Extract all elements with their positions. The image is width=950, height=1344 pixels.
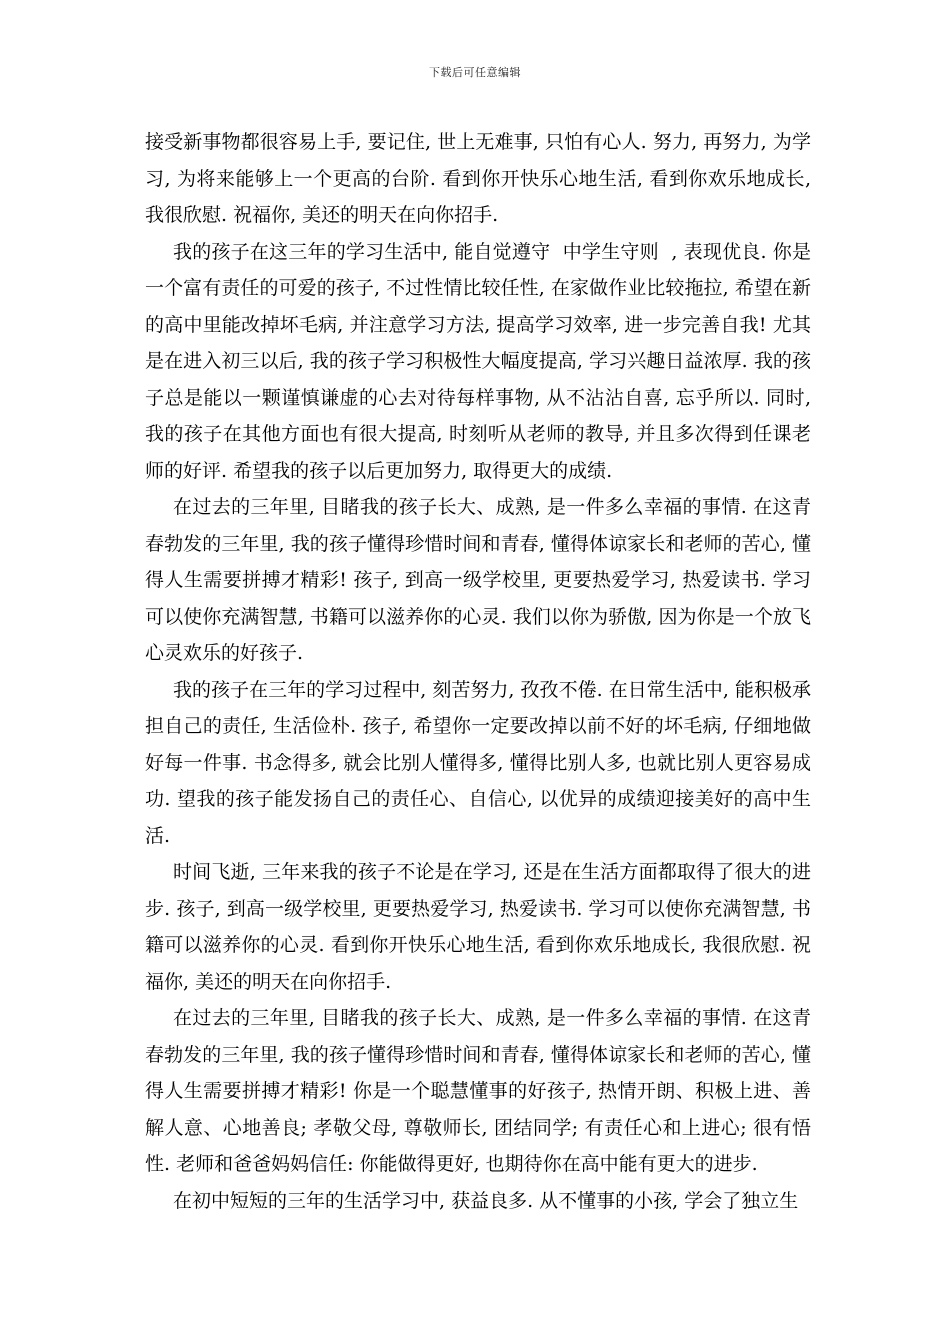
- page-header: 下载后可任意编辑: [429, 66, 521, 79]
- paragraph-3: 在过去的三年里, 目睹我的孩子长大、成熟, 是一件多么幸福的事情. 在这青春勃发的三年里, 我的孩子懂得珍惜时间和青春, 懂得体谅家长和老师的苦心, 懂得人生需要拼搏才精彩! 孩子, 到高一级学校里, 更要热爱学习, 热爱读书. 学习可以使你充满智慧, 书籍可以滋养你的心灵. 我们以你为骄傲, 因为你是一个放飞心灵欢乐的好孩子.: [145, 496, 811, 664]
- paragraph-4: 我的孩子在三年的学习过程中, 刻苦努力, 孜孜不倦. 在日常生活中, 能积极承担自己的责任, 生活俭朴. 孩子, 希望你一定要改掉以前不好的坏毛病, 仔细地做好每一件事. 书念得多, 就会比别人懂得多, 懂得比别人多, 也就比别人更容易成功. 望我的孩子能发扬自己的责任心、自信心, 以优异的成绩迎接美好的高中生活.: [145, 678, 811, 847]
- document-body: [145, 124, 818, 1219]
- paragraph-1: 接受新事物都很容易上手, 要记住, 世上无难事, 只怕有心人. 努力, 再努力, 为学习, 为将来能够上一个更高的台阶. 看到你开快乐心地生活, 看到你欢乐地成长, 我很欣慰. 祝福你, 美还的明天在向你招手.: [145, 131, 818, 226]
- paragraph-2: 我的孩子在这三年的学习生活中, 能自觉遵守 中学生守则 , 表现优良. 你是一个富有责任的可爱的孩子, 不过性情比较任性, 在家做作业比较拖拉, 希望在新的高中里能改掉坏毛病, 并注意学习方法, 提高学习效率, 进一步完善自我! 尤其是在进入初三以后, 我的孩子学习积极性大幅度提高, 学习兴趣日益浓厚. 我的孩子总是能以一颗谨慎谦虚的心去对待每样事物, 从不沾沾自喜, 忘乎所以. 同时, 我的孩子在其他方面也有很大提高, 时刻听从老师的教导, 并且多次得到任课老师的好评. 希望我的孩子以后更加努力, 取得更大的成绩.: [145, 240, 818, 482]
- paragraph-6: 在过去的三年里, 目睹我的孩子长大、成熟, 是一件多么幸福的事情. 在这青春勃发的三年里, 我的孩子懂得珍惜时间和青春, 懂得体谅家长和老师的苦心, 懂得人生需要拼搏才精彩! 你是一个聪慧懂事的好孩子, 热情开朗、积极上进、善解人意、心地善良; 孝敬父母, 尊敬师长, 团结同学; 有责任心和上进心; 很有悟性. 老师和爸爸妈妈信任: 你能做得更好, 也期待你在高中能有更大的进步.: [145, 1007, 811, 1175]
- paragraph-7: 在初中短短的三年的生活学习中, 获益良多. 从不懂事的小孩, 学会了独立生: [173, 1189, 799, 1212]
- paragraph-5: 时间飞逝, 三年来我的孩子不论是在学习, 还是在生活方面都取得了很大的进步. 孩子, 到高一级学校里, 更要热爱学习, 热爱读书. 学习可以使你充满智慧, 书籍可以滋养你的心灵. 看到你开快乐心地生活, 看到你欢乐地成长, 我很欣慰. 祝福你, 美还的明天在向你招手.: [145, 861, 811, 993]
